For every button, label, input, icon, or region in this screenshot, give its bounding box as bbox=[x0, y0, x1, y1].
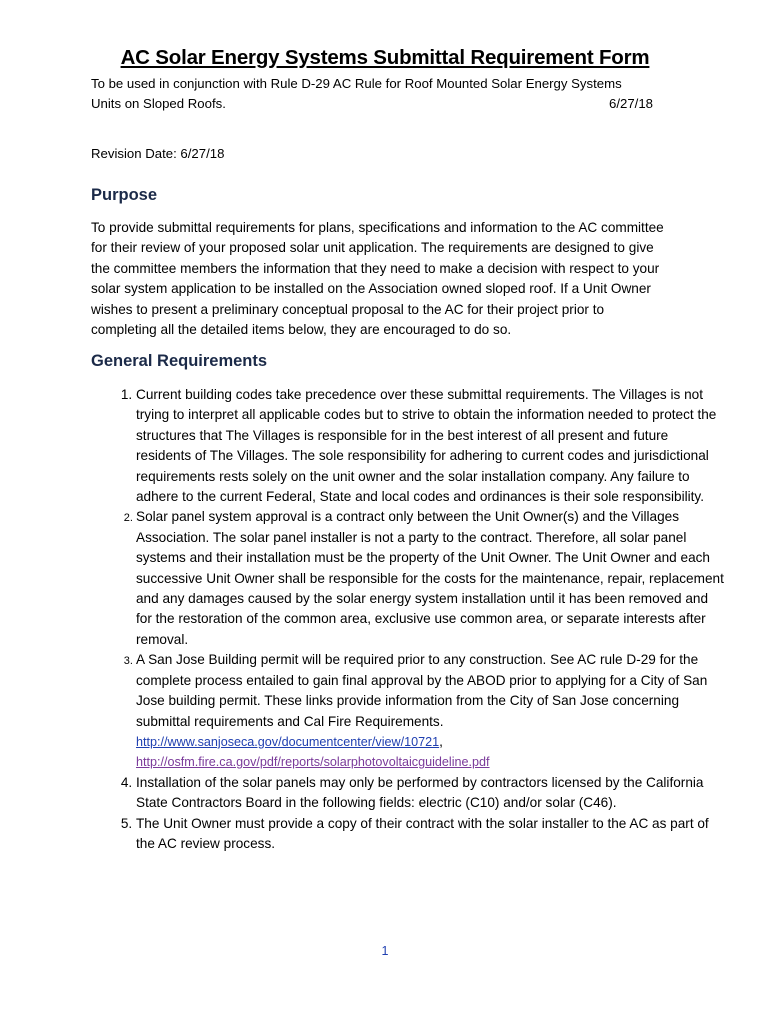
requirement-item-5: 5. The Unit Owner must provide a copy of their contract with the solar installer to the AC as part of the AC review process. bbox=[136, 814, 726, 855]
requirement-item-2: 2. Solar panel system approval is a contract only between the Unit Owner(s) and the Villages Association. The solar panel installer is not a party to the contract. Therefore, all solar panel systems and their installation must be the property of the Unit Owner. The Unit Owner and each successive Unit Owner shall be responsible for the costs for the maintenance, repair, replacement and any damages caused by the solar energy system installation until it has been removed and for the restoration of the common area, exclusive use common area, or separate interests after removal. bbox=[136, 507, 726, 650]
general-requirements-list bbox=[91, 385, 726, 854]
subtitle-text: To be used in conjunction with Rule D-29 AC Rule for Roof Mounted Solar Energy Systems Units on Sloped Roofs. bbox=[91, 76, 622, 111]
purpose-text: To provide submittal requirements for plans, specifications and information to the AC committee for their review of your proposed solar unit application. The requirements are designed to give the committee members the information that they need to make a decision with respect to your solar system application to be installed on the Association owned sloped roof. If a Unit Owner wishes to present a preliminary conceptual proposal to the AC for their project prior to completing all the detailed items below, they are encouraged to do so. bbox=[91, 220, 664, 338]
requirement-item-3: 3. A San Jose Building permit will be required prior to any construction. See AC rule D-29 for the complete process entailed to gain final approval by the ABOD prior to applying for a City of San Jose building permit. These links provide information from the City of San Jose concerning submittal requirements and Cal Fire Requirements. http://www.sanjoseca.gov/documentcenter/view/10721, http://osfm.fire.ca.gov/pdf/reports/solarphotovoltaicguideline.pdf bbox=[136, 650, 726, 772]
purpose-heading: Purpose bbox=[91, 186, 158, 204]
subtitle-date: 6/27/18 bbox=[609, 96, 653, 111]
calfire-link[interactable]: http://osfm.fire.ca.gov/pdf/reports/solarphotovoltaicguideline.pdf bbox=[136, 755, 490, 770]
requirement-item-1: 1. Current building codes take precedence over these submittal requirements. The Villages is not trying to interpret all applicable codes but to strive to obtain the information needed to protect the structures that The Villages is responsible for in the best interest of all present and future residents of The Villages. The sole responsibility for adhering to current codes and jurisdictional requirements rests solely on the unit owner and the solar installation company. Any failure to adhere to the current Federal, State and local codes and ordinances is their sole responsibility. bbox=[136, 385, 726, 507]
sanjose-link[interactable]: http://www.sanjoseca.gov/documentcenter/view/10721 bbox=[136, 734, 440, 749]
general-requirements-heading: General Requirements bbox=[91, 352, 268, 370]
link-separator: , bbox=[439, 733, 443, 749]
revision-date: Revision Date: 6/27/18 bbox=[91, 146, 225, 161]
document-subtitle bbox=[91, 74, 653, 114]
requirement-item-4: 4. Installation of the solar panels may only be performed by contractors licensed by the California State Contractors Board in the following fields: electric (C10) and/or solar (C46). bbox=[136, 773, 726, 814]
page-number: 1 bbox=[381, 944, 389, 958]
document-title: AC Solar Energy Systems Submittal Requirement Form bbox=[120, 46, 650, 69]
